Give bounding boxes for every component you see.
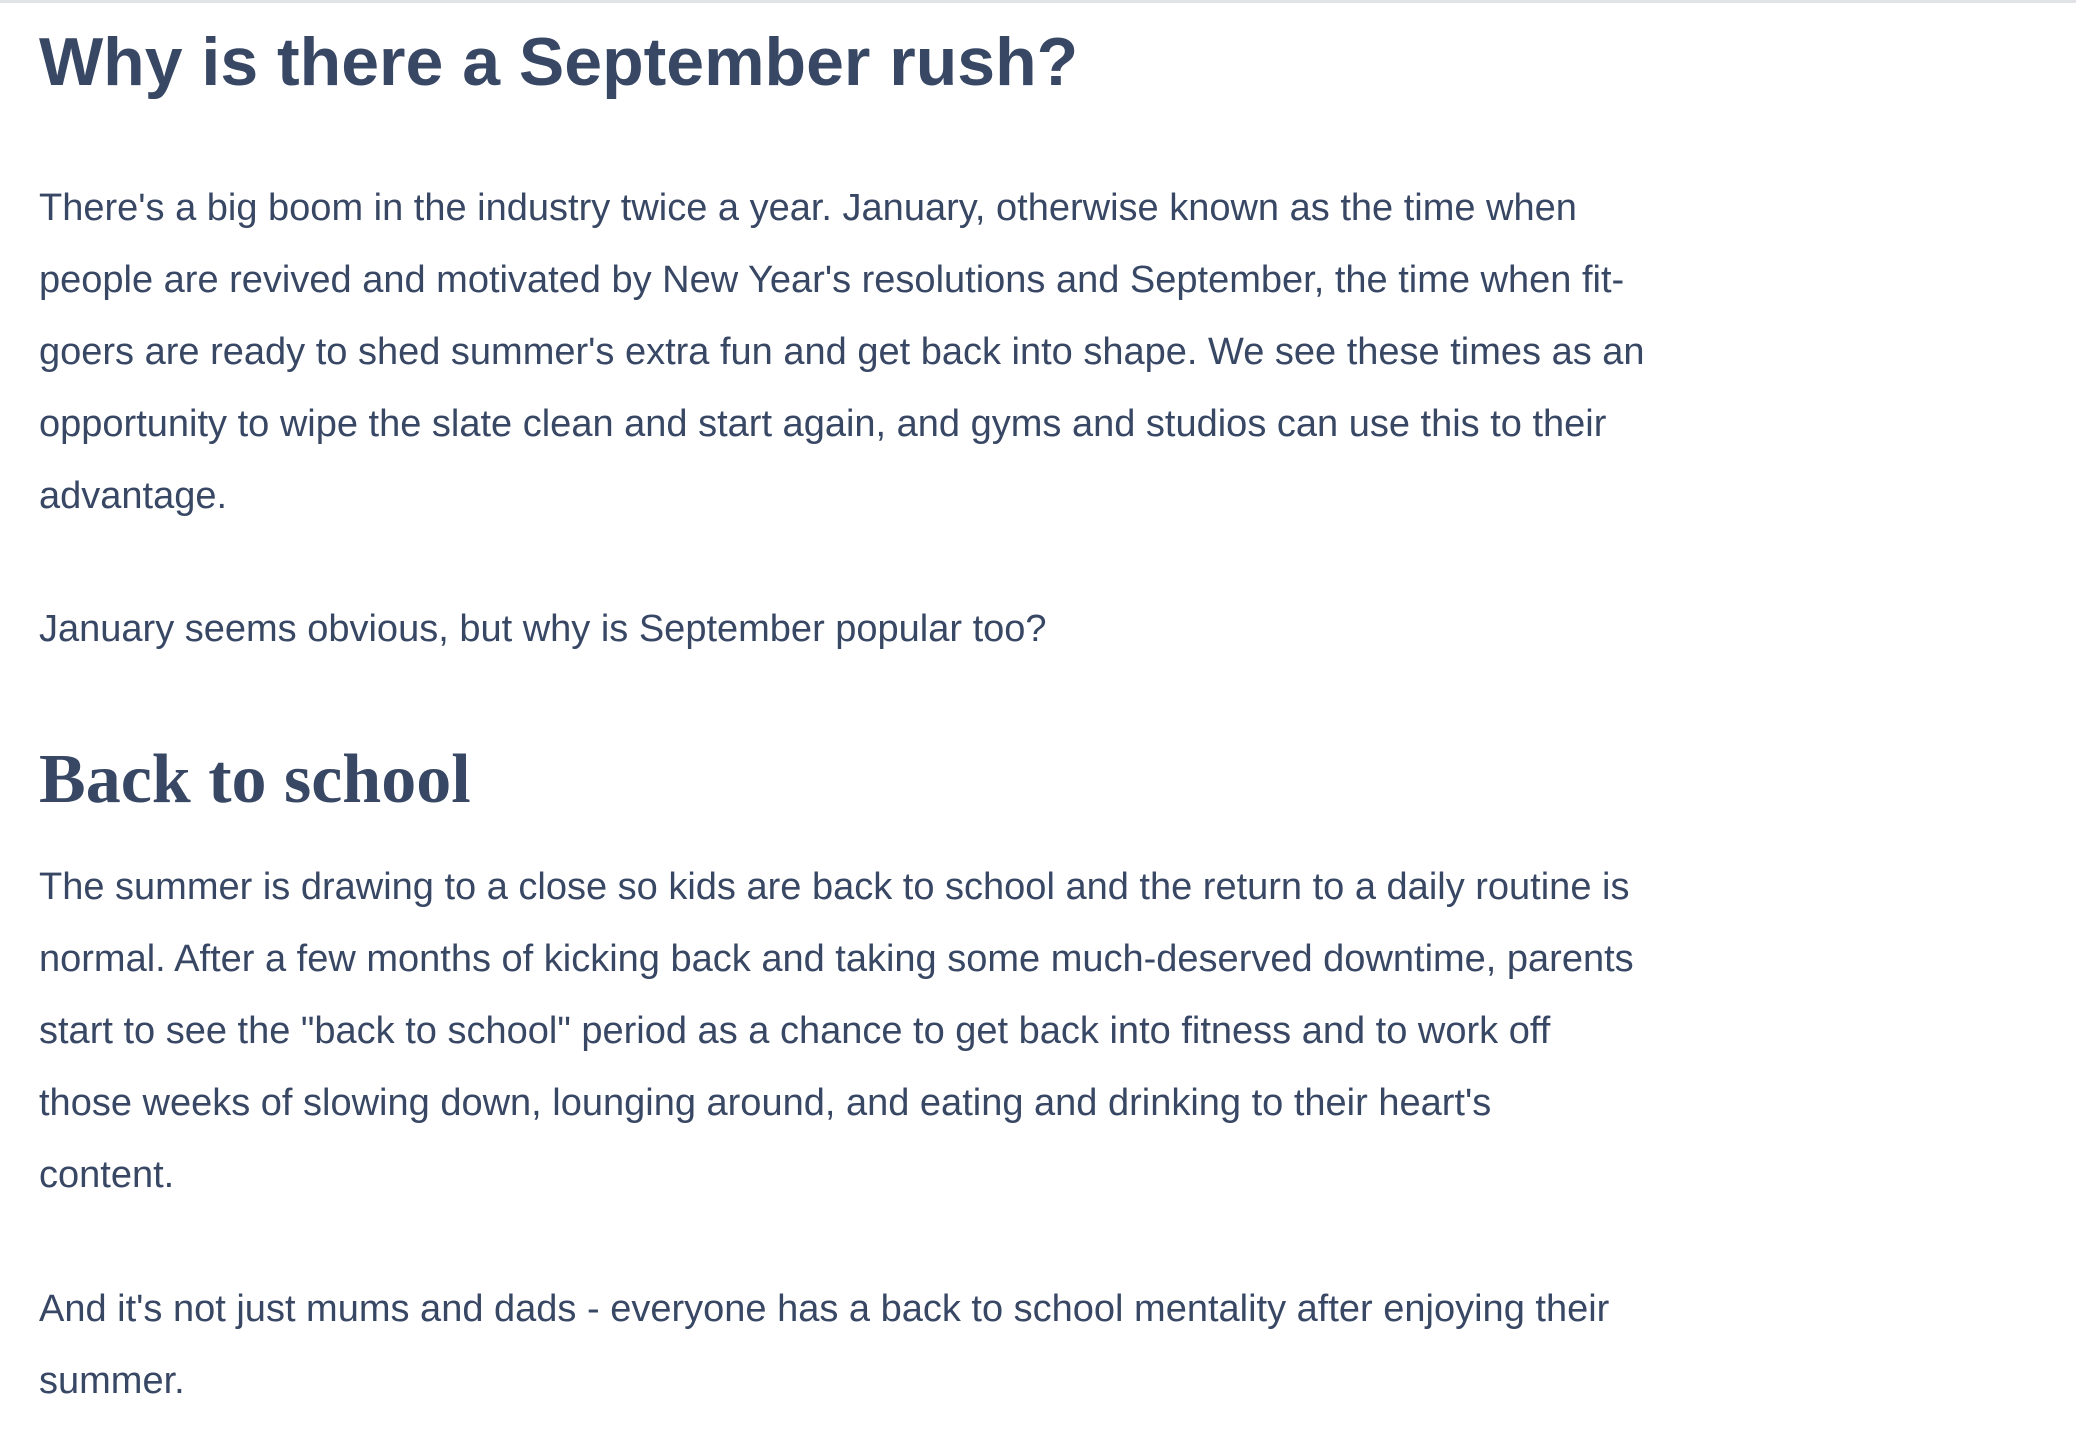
text-line: start to see the "back to school" period as a chance to get back into fitness and to work off: [39, 1010, 1551, 1052]
text-line: those weeks of slowing down, lounging around, and eating and drinking to their heart's: [39, 1082, 1492, 1124]
text-line: And it's not just mums and dads - everyone has a back to school mentality after enjoying their: [39, 1288, 1610, 1330]
text-line: January seems obvious, but why is September popular too?: [39, 608, 1047, 650]
paragraph-question: [39, 593, 1047, 665]
top-divider: [0, 0, 2076, 3]
text-line: There's a big boom in the industry twice a year. January, otherwise known as the time when: [39, 187, 1577, 229]
section-heading-back-to-school: Back to school: [39, 741, 471, 818]
text-line: content.: [39, 1154, 175, 1196]
text-line: advantage.: [39, 475, 228, 517]
text-line: normal. After a few months of kicking back and taking some much-deserved downtime, parents: [39, 938, 1634, 980]
text-line: goers are ready to shed summer's extra fun and get back into shape. We see these times as an: [39, 331, 1645, 373]
paragraph-back-to-school: [39, 851, 1634, 1211]
text-line: people are revived and motivated by New Year's resolutions and September, the time when fit-: [39, 259, 1625, 301]
paragraph-everyone: [39, 1273, 1609, 1417]
article-heading: Why is there a September rush?: [39, 24, 1079, 100]
text-line: summer.: [39, 1360, 185, 1402]
text-line: The summer is drawing to a close so kids are back to school and the return to a daily routine is: [39, 866, 1630, 908]
text-line: opportunity to wipe the slate clean and start again, and gyms and studios can use this to their: [39, 403, 1607, 445]
paragraph-intro: [39, 172, 1645, 532]
